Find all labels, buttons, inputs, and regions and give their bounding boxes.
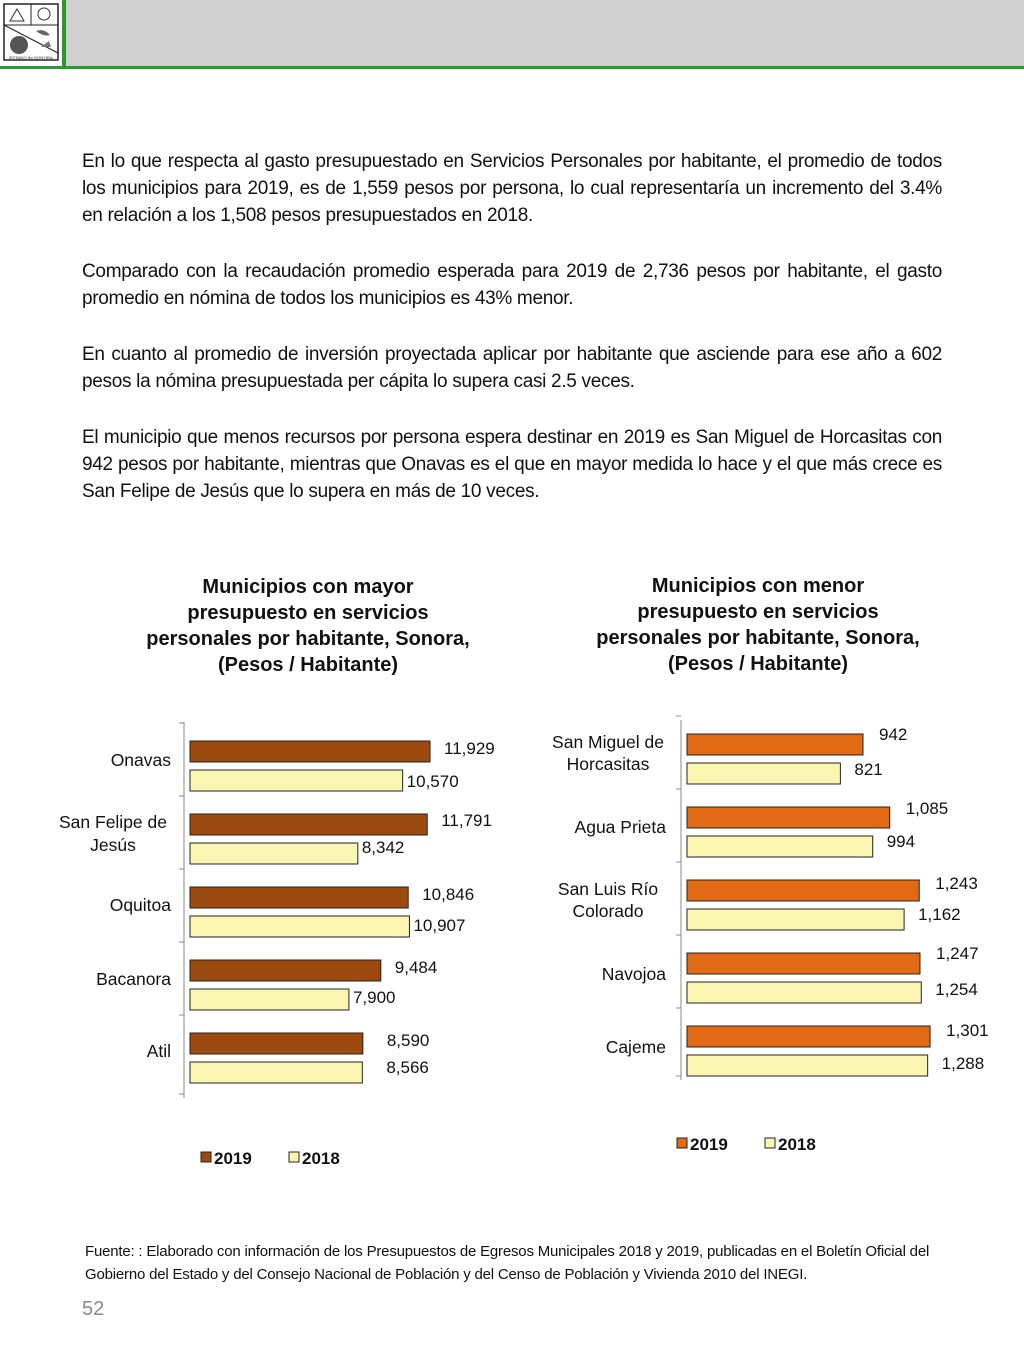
chart-0-legend-swatch-2018 — [289, 1152, 299, 1162]
chart-1-category-label-line: Colorado — [572, 901, 644, 921]
chart-0-bar-2018 — [190, 1062, 362, 1083]
chart-1-legend-swatch-2018 — [765, 1138, 775, 1148]
chart-right-title-line: (Pesos / Habitante) — [667, 653, 849, 675]
chart-1-bar-2018 — [687, 836, 873, 857]
chart-0-legend-label-2018: 2018 — [302, 1149, 340, 1168]
paragraph-3: En cuanto al promedio de inversión proyectada aplicar por habitante que asciende para ese año a 602 pesos la nómina presupuestada per cápita lo supera casi 2.5 veces. — [82, 344, 942, 392]
source-note: Fuente: : Elaborado con información de los Presupuestos de Egresos Municipales 2018 y 2019, publicadas en el Boletín Oficial del Gobierno del Estado y del Consejo Nacional de Población y del Censo de Población y Vivienda 2010 del INEGI. — [85, 1243, 930, 1283]
chart-1-category-label-line: San Miguel de — [552, 732, 664, 752]
chart-1-bar-2019 — [687, 734, 863, 755]
chart-1-category-label-line: Horcasitas — [566, 754, 650, 774]
chart-1-bar-2018 — [687, 982, 921, 1003]
chart-0-category-label-line: Oquitoa — [109, 895, 171, 915]
chart-1-bar-2019 — [687, 880, 919, 901]
chart-0-bar-2019 — [190, 814, 427, 835]
chart-right-title-line: Municipios con menor — [651, 575, 865, 597]
chart-1-label-2018: 1,162 — [918, 905, 961, 924]
chart-0-label-2018: 8,566 — [386, 1058, 429, 1077]
chart-1-category-label — [575, 817, 667, 837]
chart-1-bar-2019 — [687, 953, 920, 974]
chart-1-category-label-line: Agua Prieta — [574, 817, 666, 837]
chart-0-bar-2018 — [190, 770, 403, 791]
chart-0-category-label — [147, 1041, 171, 1061]
chart-1-bar-2018 — [687, 1055, 928, 1076]
chart-left-title-line: presupuesto en servicios — [187, 602, 429, 624]
chart-0-legend-label-2019: 2019 — [214, 1149, 252, 1168]
chart-0-category-label — [59, 812, 167, 855]
chart-0-category-label-line: San Felipe de — [59, 812, 167, 832]
paragraph-4: El municipio que menos recursos por persona espera destinar en 2019 es San Miguel de Horcasitas con 942 pesos por habitante, mientras que Onavas es el que en mayor medida lo hace y el que más crece es San Felipe de Jesús que lo supera en más de 10 veces. — [82, 427, 942, 502]
chart-0-bar-2018 — [190, 843, 358, 864]
chart-0-legend-swatch-2019 — [201, 1152, 211, 1162]
chart-0-label-2019: 9,484 — [394, 958, 438, 977]
chart-0-category-label-line: Jesús — [90, 835, 136, 855]
chart-1-category-label — [552, 732, 664, 774]
chart-left-title-line: (Pesos / Habitante) — [217, 654, 399, 676]
chart-1-label-2018: 1,288 — [941, 1054, 985, 1073]
chart-0-label-2019: 10,846 — [422, 885, 475, 904]
chart-0-label-2018: 10,570 — [406, 772, 459, 791]
chart-0-category-label-line: Onavas — [110, 750, 171, 770]
chart-0-category-label — [96, 969, 171, 989]
chart-right-title-line: presupuesto en servicios — [637, 601, 879, 623]
chart-1-bar-2018 — [687, 909, 904, 930]
chart-1-label-2019: 1,247 — [935, 944, 979, 963]
chart-0-category-label-line: Bacanora — [96, 969, 171, 989]
paragraph-1: En lo que respecta al gasto presupuestado en Servicios Personales por habitante, el promedio de todos los municipios para 2019, es de 1,559 pesos por persona, lo cual representaría un incremento del 3.4% en relación a los 1,508 pesos presupuestados en 2018. — [82, 151, 942, 226]
chart-0-bar-2019 — [190, 960, 381, 981]
chart-right-title-line: personales por habitante, Sonora, — [596, 627, 920, 649]
chart-1-category-label — [606, 1037, 666, 1057]
chart-1-category-label — [602, 964, 666, 984]
paragraph-2: Comparado con la recaudación promedio esperada para 2019 de 2,736 pesos por habitante, el gasto promedio en nómina de todos los municipios es 43% menor. — [82, 261, 942, 309]
chart-1-legend-swatch-2019 — [677, 1138, 687, 1148]
chart-1-label-2018: 821 — [854, 760, 883, 779]
logo-text: ESTADO de SONORA — [9, 55, 53, 60]
chart-0-label-2018: 10,907 — [413, 916, 466, 935]
chart-1-label-2019: 1,085 — [905, 799, 949, 818]
page-number: 52 — [82, 1298, 105, 1320]
chart-0-label-2019: 8,590 — [386, 1031, 430, 1050]
chart-0-bar-2019 — [190, 741, 430, 762]
chart-left-title-line: personales por habitante, Sonora, — [146, 628, 470, 650]
chart-0-label-2018: 7,900 — [352, 988, 396, 1007]
chart-1-label-2018: 994 — [886, 832, 916, 851]
chart-0-category-label-line: Atil — [146, 1041, 171, 1061]
chart-1-bar-2019 — [687, 1026, 930, 1047]
chart-0-label-2019: 11,791 — [441, 811, 492, 830]
chart-1-category-label-line: San Luis Río — [557, 879, 659, 899]
chart-1-category-label-line: Navojoa — [601, 964, 666, 984]
chart-left-title-line: Municipios con mayor — [202, 576, 414, 598]
chart-1-label-2019: 942 — [879, 725, 908, 744]
chart-0-category-label — [111, 750, 172, 770]
chart-1-bar-2019 — [687, 807, 890, 828]
chart-0-bar-2019 — [190, 1033, 363, 1054]
chart-0-label-2019: 11,929 — [444, 739, 495, 758]
chart-1-label-2019: 1,301 — [946, 1021, 989, 1040]
chart-1-category-label-line: Cajeme — [605, 1037, 666, 1057]
chart-1-bar-2018 — [687, 763, 840, 784]
chart-1-category-label — [558, 879, 658, 921]
chart-1-label-2019: 1,243 — [935, 874, 978, 893]
chart-1-legend-label-2019: 2019 — [690, 1135, 728, 1154]
chart-0-label-2018: 8,342 — [361, 838, 405, 857]
chart-0-bar-2018 — [190, 989, 349, 1010]
chart-0-bar-2018 — [190, 916, 409, 937]
chart-0-category-label — [110, 895, 172, 915]
chart-1-legend-label-2018: 2018 — [778, 1135, 816, 1154]
chart-1-label-2018: 1,254 — [935, 980, 978, 999]
chart-0-bar-2019 — [190, 887, 408, 908]
